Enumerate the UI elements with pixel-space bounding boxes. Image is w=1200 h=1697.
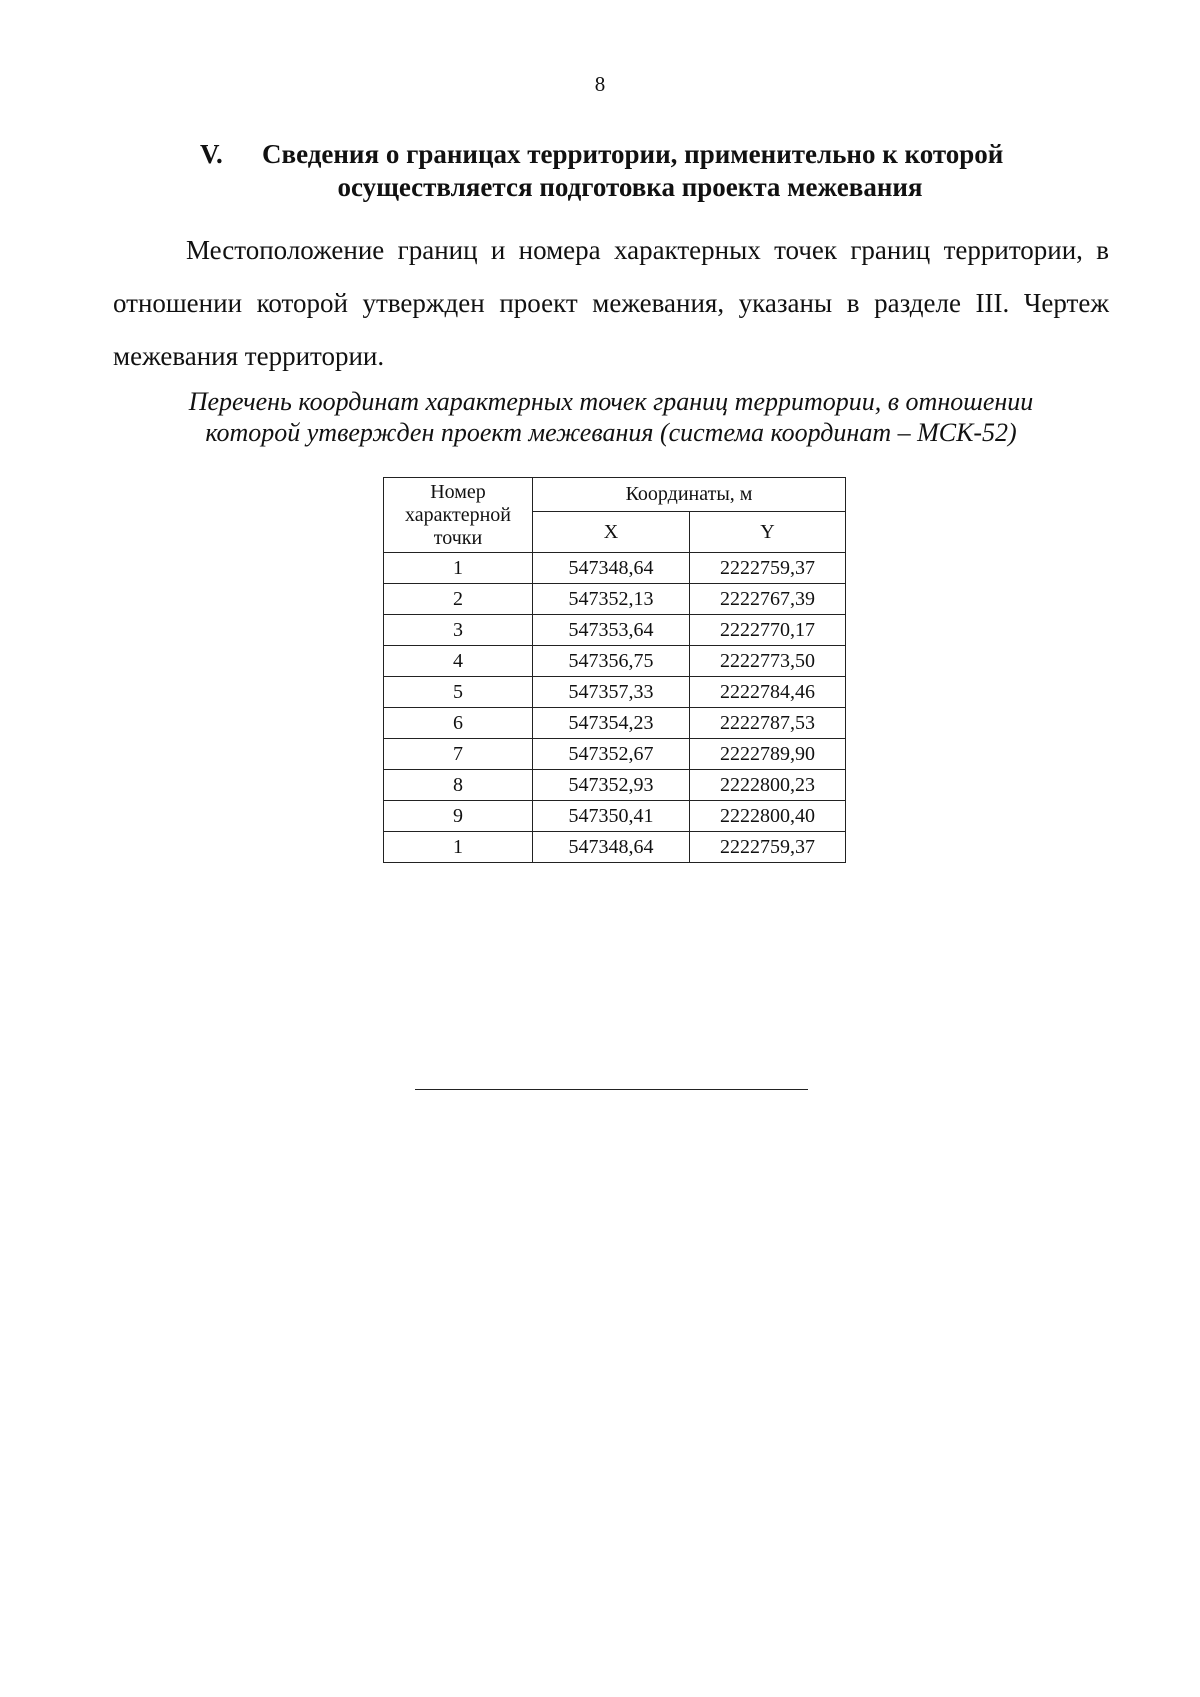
y-coordinate-cell: 2222800,40 (690, 801, 846, 832)
header-x: X (533, 512, 690, 553)
x-coordinate-cell: 547356,75 (533, 646, 690, 677)
table-row (384, 677, 846, 708)
x-coordinate-cell: 547357,33 (533, 677, 690, 708)
point-number-cell: 9 (384, 801, 533, 832)
page-number: 8 (594, 72, 606, 96)
y-coordinate-cell: 2222759,37 (690, 832, 846, 863)
table-row (384, 646, 846, 677)
point-number-cell: 7 (384, 739, 533, 770)
section-number: V. (200, 139, 223, 169)
y-coordinate-cell: 2222789,90 (690, 739, 846, 770)
header-y: Y (690, 512, 846, 553)
header-point-number: Номер характерной точки (384, 478, 533, 553)
y-coordinate-cell: 2222787,53 (690, 708, 846, 739)
body-paragraph: Местоположение границ и номера характерных точек границ территории, в отношении которой утвержден проект межевания, указаны в разделе III. Чертеж межевания территории. (113, 235, 1109, 371)
x-coordinate-cell: 547348,64 (533, 553, 690, 584)
table-row (384, 553, 846, 584)
table-caption (113, 386, 1109, 448)
caption-line-1: Перечень координат характерных точек границ территории, в отношении (188, 387, 1034, 416)
coordinates-table (383, 477, 846, 863)
section-title-line-1: Сведения о границах территории, применительно к которой (262, 139, 1004, 169)
point-number-cell: 3 (384, 615, 533, 646)
y-coordinate-cell: 2222773,50 (690, 646, 846, 677)
x-coordinate-cell: 547350,41 (533, 801, 690, 832)
x-coordinate-cell: 547348,64 (533, 832, 690, 863)
x-coordinate-cell: 547353,64 (533, 615, 690, 646)
table-row (384, 584, 846, 615)
point-number-cell: 2 (384, 584, 533, 615)
x-coordinate-cell: 547352,93 (533, 770, 690, 801)
table-row (384, 770, 846, 801)
point-number-cell: 6 (384, 708, 533, 739)
y-coordinate-cell: 2222800,23 (690, 770, 846, 801)
point-number-cell: 1 (384, 832, 533, 863)
table-row (384, 801, 846, 832)
y-coordinate-cell: 2222784,46 (690, 677, 846, 708)
section-title-line-2: осуществляется подготовка проекта межевания (337, 172, 923, 202)
y-coordinate-cell: 2222770,17 (690, 615, 846, 646)
closing-rule (415, 1089, 808, 1090)
caption-line-2: которой утвержден проект межевания (система координат – МСК-52) (205, 418, 1017, 447)
x-coordinate-cell: 547352,13 (533, 584, 690, 615)
table-row (384, 615, 846, 646)
x-coordinate-cell: 547354,23 (533, 708, 690, 739)
point-number-cell: 5 (384, 677, 533, 708)
table-row (384, 832, 846, 863)
y-coordinate-cell: 2222767,39 (690, 584, 846, 615)
table-row (384, 739, 846, 770)
table-row (384, 708, 846, 739)
point-number-cell: 1 (384, 553, 533, 584)
header-coordinates: Координаты, м (533, 478, 846, 512)
point-number-cell: 4 (384, 646, 533, 677)
y-coordinate-cell: 2222759,37 (690, 553, 846, 584)
x-coordinate-cell: 547352,67 (533, 739, 690, 770)
point-number-cell: 8 (384, 770, 533, 801)
table-header-row (384, 478, 846, 512)
